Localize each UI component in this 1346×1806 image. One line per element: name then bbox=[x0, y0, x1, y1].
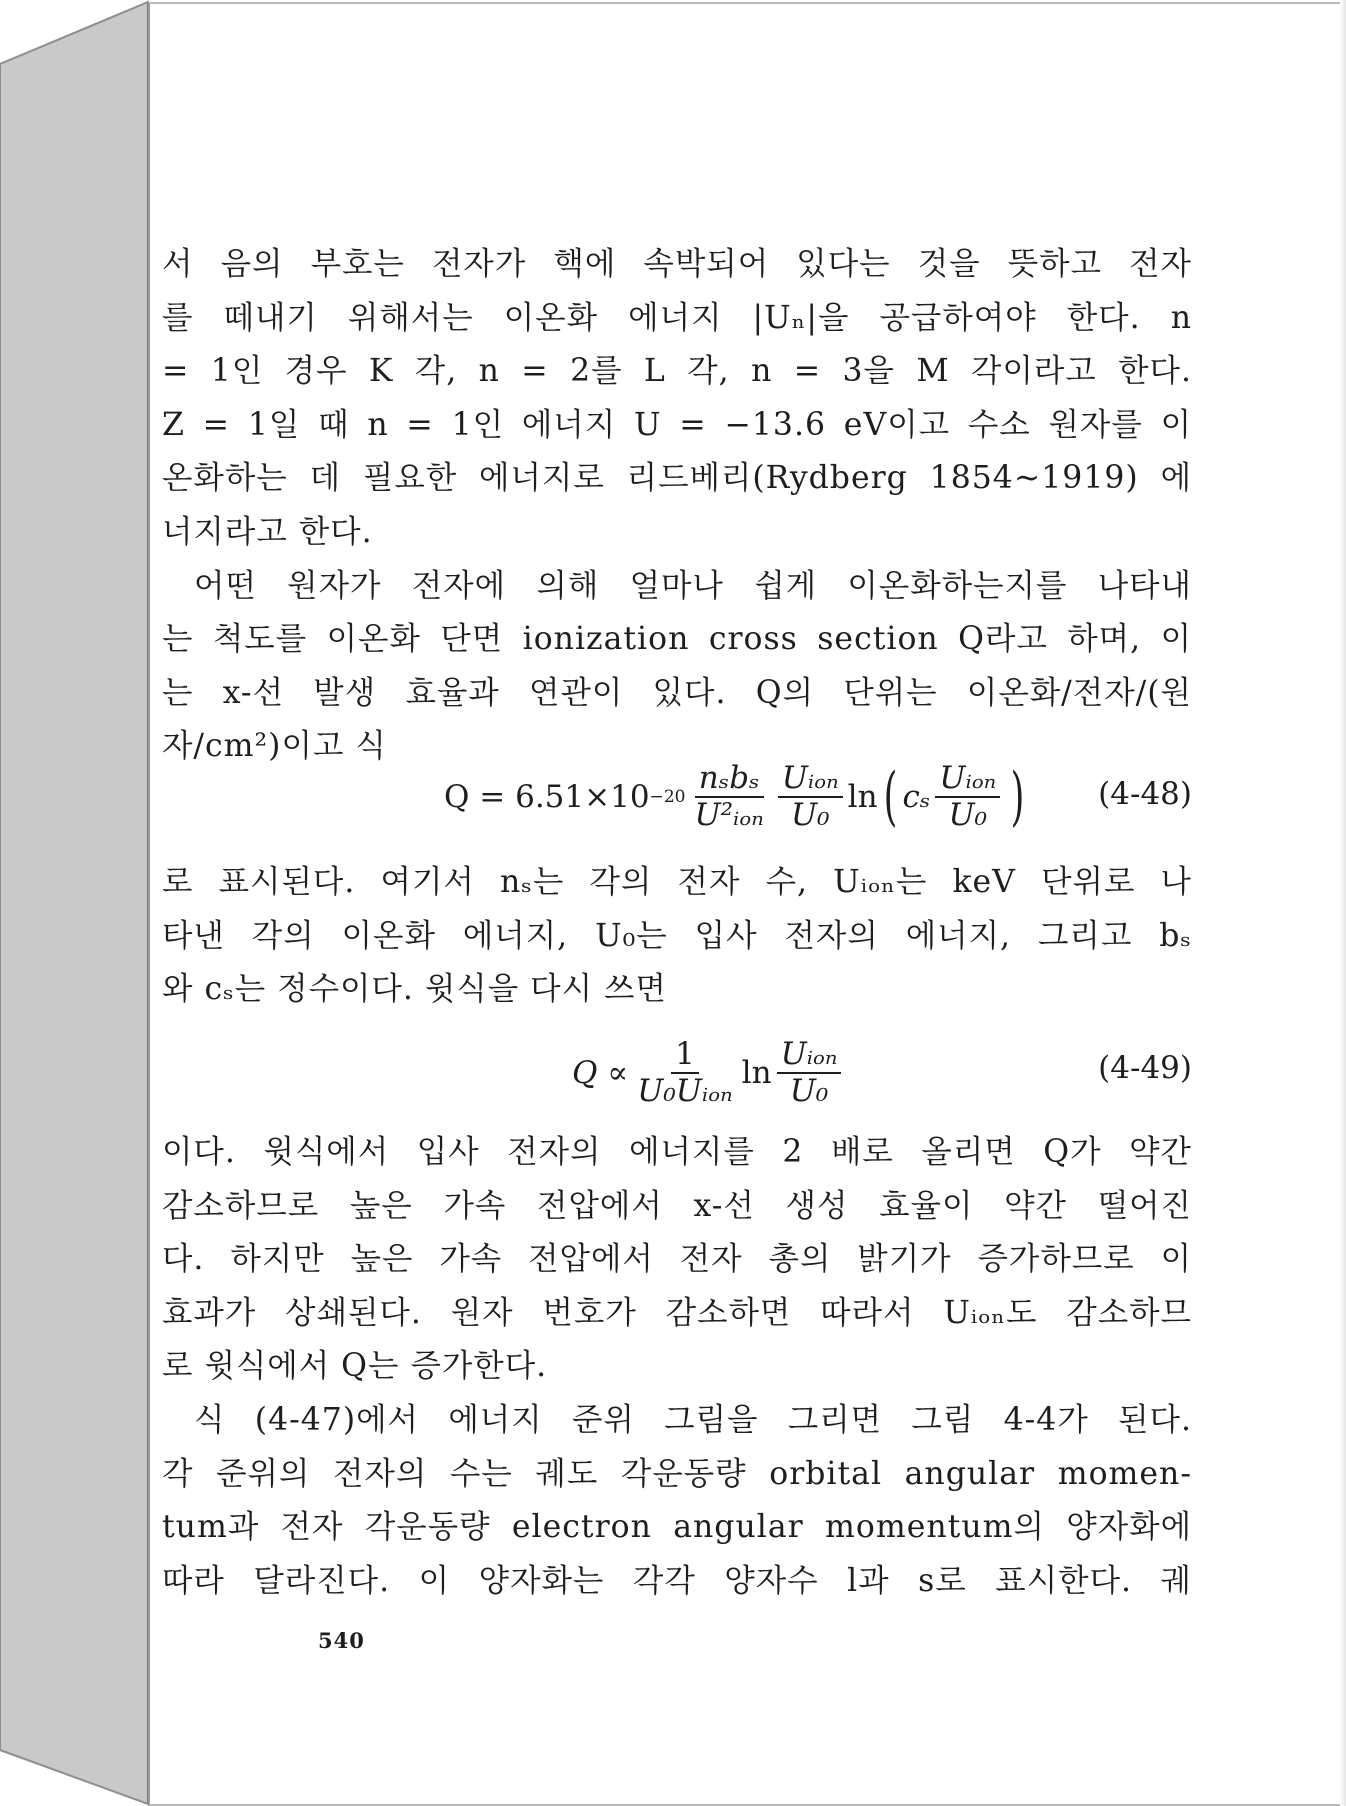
text-line: 로 윗식에서 Q는 증가한다. bbox=[162, 1348, 548, 1385]
fraction: $\frac{\text{Uᵢₒₙ}}{\text{U₀}}$ bbox=[777, 1038, 842, 1107]
page-number: 540 bbox=[318, 1628, 365, 1653]
body-text bbox=[162, 1126, 1192, 1608]
ln-symbol: ln bbox=[847, 779, 878, 815]
equation-4-49 bbox=[162, 1018, 1192, 1128]
left-paren: ( bbox=[883, 760, 897, 834]
text-line: 너지라고 한다. bbox=[162, 513, 373, 550]
text-line: 어떤 원자가 전자에 의해 얼마나 쉽게 이온화하는지를 나타내 bbox=[194, 567, 1192, 604]
ln-symbol: ln bbox=[741, 1055, 772, 1091]
eq-lhs: Q ∝ bbox=[572, 1055, 629, 1091]
text-line: 로 표시된다. 여기서 nₛ는 각의 전자 수, Uᵢₒₙ는 keV 단위로 나 bbox=[162, 864, 1192, 900]
text-line: 온화하는 데 필요한 에너지로 리드베리(Rydberg 1854∼1919) 에 bbox=[162, 460, 1192, 497]
fraction: $\frac{1}{\text{U₀Uᵢₒₙ}}$ bbox=[637, 1036, 733, 1109]
equation-4-48 bbox=[162, 742, 1192, 852]
text-line: tum과 전자 각운동량 electron angular momentum의 양자화에 bbox=[162, 1509, 1192, 1546]
cs-symbol: cₛ bbox=[902, 779, 931, 815]
equation-number: (4-48) bbox=[1098, 776, 1192, 812]
body-text bbox=[162, 238, 1192, 774]
eq-lhs: Q = 6.51×10 bbox=[444, 779, 650, 815]
text-line: 다. 하지만 높은 가속 전압에서 전자 총의 밝기가 증가하므로 이 bbox=[162, 1241, 1192, 1278]
text-line: 는 x-선 발생 효율과 연관이 있다. Q의 단위는 이온화/전자/(원 bbox=[162, 674, 1192, 711]
fraction: $\frac{\text{Uᵢₒₙ}}{\text{U₀}}$ bbox=[935, 762, 1000, 831]
text-line: 서 음의 부호는 전자가 핵에 속박되어 있다는 것을 뜻하고 전자 bbox=[162, 246, 1192, 282]
text-line: 타낸 각의 이온화 에너지, U₀는 입사 전자의 에너지, 그리고 bₛ bbox=[162, 917, 1192, 954]
right-paren: ) bbox=[1010, 760, 1025, 834]
text-line: 자/cm²)이고 식 bbox=[162, 728, 387, 765]
text-line: Z = 1일 때 n = 1인 에너지 U = −13.6 eV이고 수소 원자를 이 bbox=[162, 406, 1192, 443]
text-line: 를 떼내기 위해서는 이온화 에너지 |Uₙ|을 공급하여야 한다. n bbox=[162, 299, 1192, 336]
page-edge-shade bbox=[1340, 0, 1346, 1806]
fraction: $\frac{\text{nₛbₛ}}{\text{U²ᵢₒₙ}}$ bbox=[694, 760, 764, 833]
body-text bbox=[162, 856, 1192, 1017]
equation-number: (4-49) bbox=[1098, 1050, 1192, 1086]
eq-exponent: −20 bbox=[649, 787, 686, 807]
text-line: 따라 달라진다. 이 양자화는 각각 양자수 l과 s로 표시한다. 궤 bbox=[162, 1562, 1192, 1599]
text-line: 이다. 윗식에서 입사 전자의 에너지를 2 배로 올리면 Q가 약간 bbox=[162, 1134, 1192, 1170]
text-line: 는 척도를 이온화 단면 ionization cross section Q라고 하며, 이 bbox=[162, 621, 1192, 658]
text-line: 각 준위의 전자의 수는 궤도 각운동량 orbital angular momen- bbox=[162, 1455, 1192, 1492]
text-line: 와 cₛ는 정수이다. 윗식을 다시 쓰면 bbox=[162, 971, 667, 1008]
text-line: = 1인 경우 K 각, n = 2를 L 각, n = 3을 M 각이라고 한다. bbox=[162, 353, 1192, 390]
text-line: 감소하므로 높은 가속 전압에서 x-선 생성 효율이 약간 떨어진 bbox=[162, 1187, 1192, 1224]
text-line: 효과가 상쇄된다. 원자 번호가 감소하면 따라서 Uᵢₒₙ도 감소하므 bbox=[162, 1294, 1192, 1331]
fraction: $\frac{\text{Uᵢₒₙ}}{\text{U₀}}$ bbox=[778, 762, 843, 831]
text-line: 식 (4-47)에서 에너지 준위 그림을 그리면 그림 4-4가 된다. bbox=[194, 1401, 1192, 1438]
